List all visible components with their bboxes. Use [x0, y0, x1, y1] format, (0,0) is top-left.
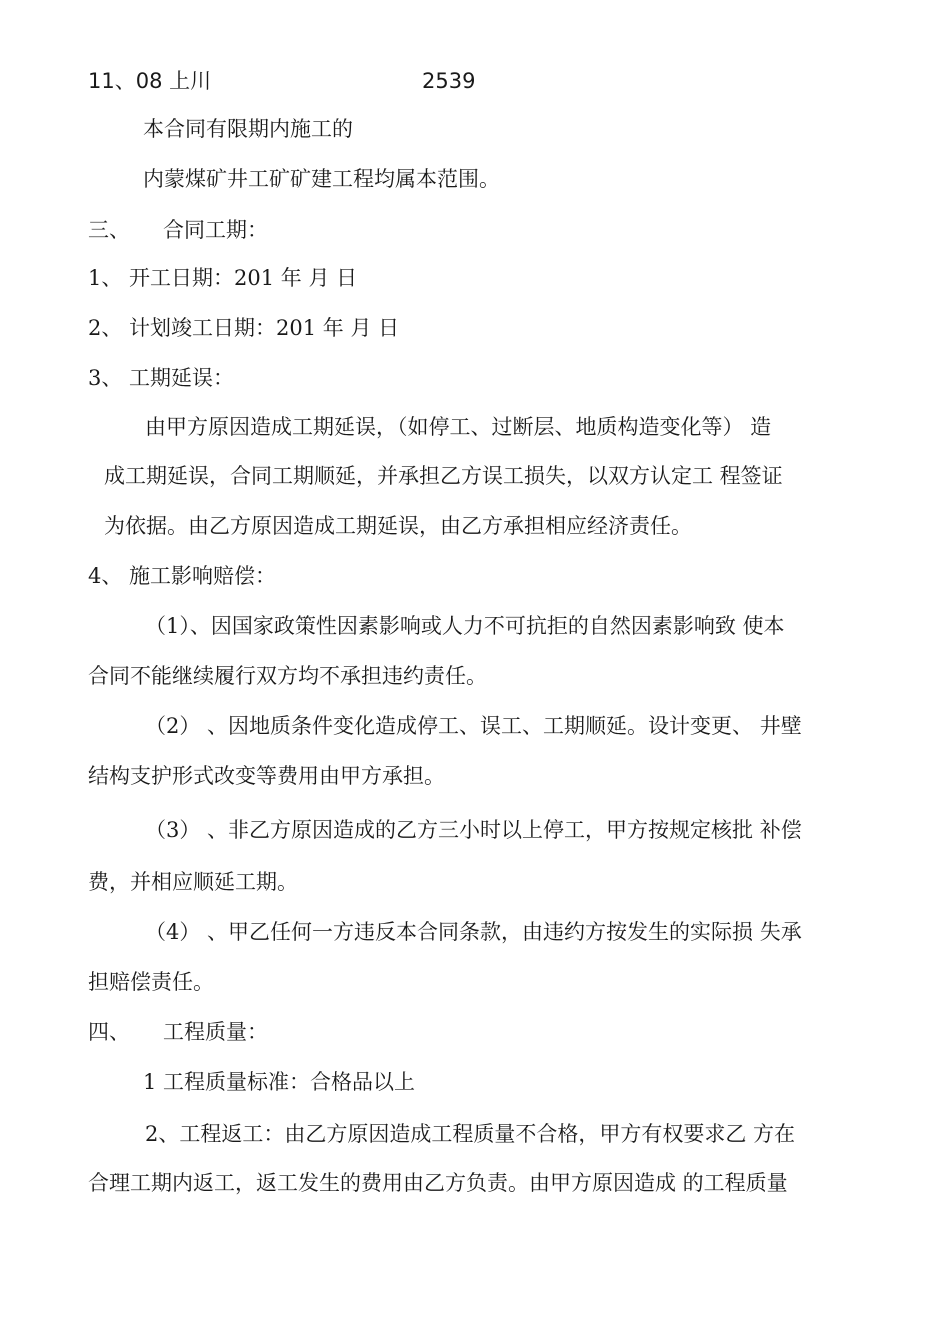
quality-item-2-line-2: 合理工期内返工，返工发生的费用由乙方负责。由甲方原因造成 的工程质量: [88, 1171, 788, 1195]
clause-4-line-2: 担赔偿责任。: [88, 970, 214, 994]
clause-4-line-1: （4） 、甲乙任何一方违反本合同条款，由违约方按发生的实际损 失承: [145, 920, 802, 944]
header-left-text: 11、08 上川: [88, 69, 212, 93]
section-3-number: 三、: [88, 218, 130, 242]
section-4-number: 四、: [88, 1020, 130, 1044]
clause-2-line-2: 结构支护形式改变等费用由甲方承担。: [88, 764, 445, 788]
delay-paragraph-line-1: 由甲方原因造成工期延误，（如停工、过断层、地质构造变化等） 造: [145, 415, 772, 439]
section-4-title: 工程质量：: [163, 1020, 268, 1044]
intro-line-1: 本合同有限期内施工的: [143, 117, 353, 141]
section-3-item-1: 1、 开工日期：201 年 月 日: [88, 266, 358, 290]
clause-1-line-1: （1）、因国家政策性因素影响或人力不可抗拒的自然因素影响致 使本: [145, 614, 785, 638]
intro-line-2: 内蒙煤矿井工矿矿建工程均属本范围。: [143, 167, 500, 191]
section-3-item-4: 4、 施工影响赔偿：: [88, 564, 277, 588]
clause-3-line-1: （3） 、非乙方原因造成的乙方三小时以上停工，甲方按规定核批 补偿: [145, 818, 802, 842]
clause-3-line-2: 费，并相应顺延工期。: [88, 870, 298, 894]
delay-paragraph-line-2: 成工期延误，合同工期顺延，并承担乙方误工损失，以双方认定工 程签证: [104, 464, 783, 488]
delay-paragraph-line-3: 为依据。由乙方原因造成工期延误，由乙方承担相应经济责任。: [104, 514, 692, 538]
clause-1-line-2: 合同不能继续履行双方均不承担违约责任。: [88, 664, 487, 688]
header-right-number: 2539: [422, 69, 476, 93]
quality-item-1: 1 工程质量标准：合格品以上: [143, 1070, 416, 1094]
section-3-item-2: 2、 计划竣工日期：201 年 月 日: [88, 316, 400, 340]
section-3-title: 合同工期：: [163, 218, 268, 242]
clause-2-line-1: （2） 、因地质条件变化造成停工、误工、工期顺延。设计变更、 井壁: [145, 714, 802, 738]
section-3-item-3: 3、 工期延误：: [88, 366, 235, 390]
quality-item-2-line-1: 2、工程返工：由乙方原因造成工程质量不合格，甲方有权要求乙 方在: [145, 1122, 796, 1146]
